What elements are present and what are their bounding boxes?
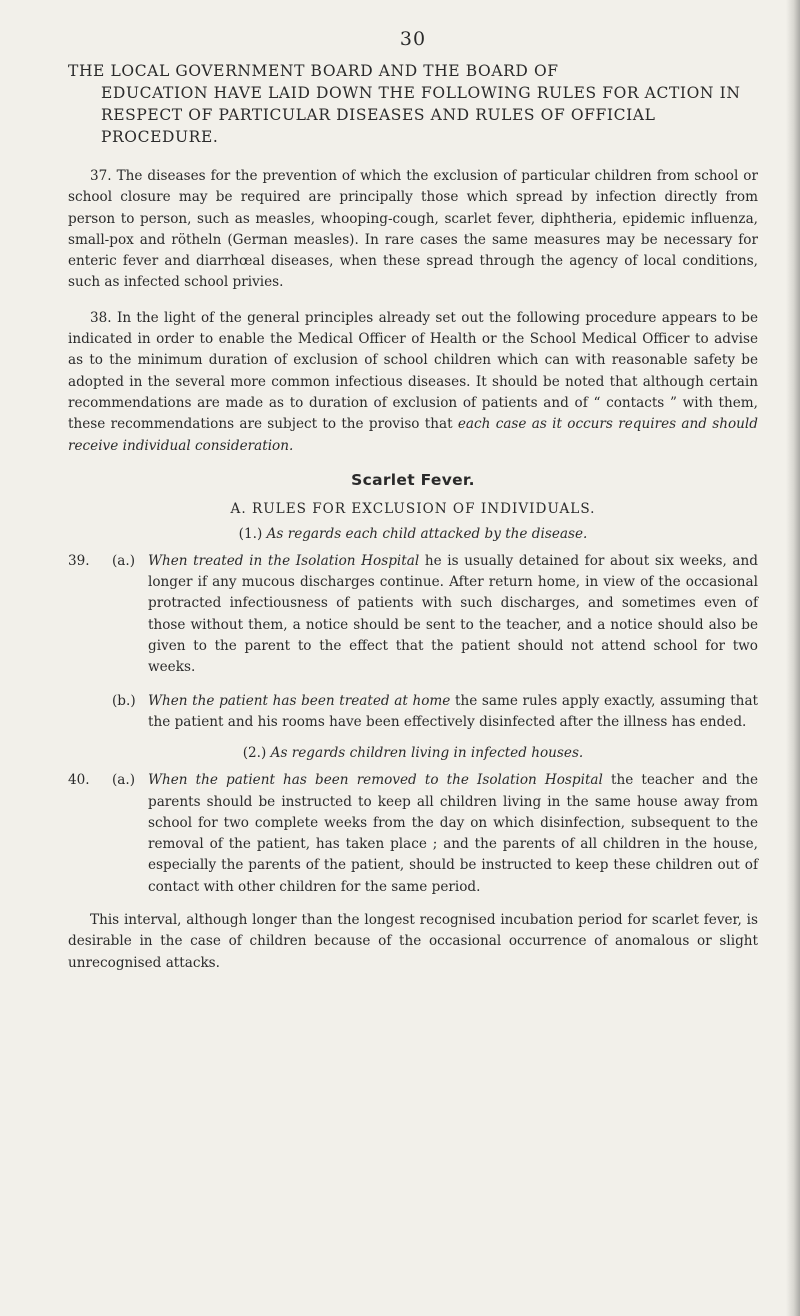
- item-39a-text: he is usually detained for about six weeks, and longer if any mucous discharges continue. After return home, in view of the occasional protracted infectiousness of patients with such discharges, and sometimes even of those without them, a notice should be sent to the teacher, and a notice should also be given to the parent to the effect that the patient should not attend school for two weeks.: [148, 552, 758, 676]
- rule-2-heading: [68, 745, 758, 761]
- rule-2-number: (2.): [242, 745, 267, 762]
- item-40a-label: (a.): [112, 772, 136, 789]
- paragraph-38-emphasis: each case as it occurs requires and should receive individual consideration.: [68, 416, 758, 454]
- rule-1-text: As regards each child attacked by the disease.: [266, 525, 588, 542]
- closing-paragraph: This interval, although longer than the longest recognised incubation period for scarlet fever, is desirable in the case of children because of the occasional occurrence of anomalous or slight unrecognised attacks.: [68, 912, 758, 971]
- item-40-number: 40.: [68, 772, 90, 789]
- item-39b-label: (b.): [112, 692, 136, 709]
- item-39b: [68, 691, 758, 734]
- item-39b-emphasis: When the patient has been treated at home: [148, 692, 451, 709]
- paragraph-38-text: 38. In the light of the general principles already set out the following procedure appears to be indicated in order to enable the Medical Officer of Health or the School Medical Officer to advise as to the minimum duration of exclusion of school children which can with reasonable safety be adopted in the several more common infectious diseases. It should be noted that although certain recommendations are made as to duration of exclusion of patients and of “ contacts ” with them, these recommendations are subject to the proviso that: [68, 309, 758, 433]
- document-page: [68, 28, 758, 988]
- item-39a: [68, 551, 758, 679]
- rule-1-heading: [68, 526, 758, 542]
- section-title-scarlet-fever: Scarlet Fever.: [351, 470, 475, 489]
- item-40a-emphasis: When the patient has been removed to the Isolation Hospital: [148, 772, 603, 789]
- item-39a-label: (a.): [112, 552, 136, 569]
- item-40a: [68, 770, 758, 898]
- page-edge-shadow: [786, 0, 800, 1316]
- paragraph-38: [68, 308, 758, 457]
- page-number: 30: [399, 28, 427, 50]
- rule-1-number: (1.): [238, 525, 263, 542]
- page-heading: [68, 60, 758, 148]
- heading-line-rest: EDUCATION HAVE LAID DOWN THE FOLLOWING RULES FOR ACTION IN RESPECT OF PARTICULAR DISEASES AND RULES OF OFFICIAL PROCEDURE.: [101, 84, 741, 146]
- subsection-rules-exclusion: A. RULES FOR EXCLUSION OF INDIVIDUALS.: [230, 500, 596, 517]
- paragraph-37: 37. The diseases for the prevention of which the exclusion of particular children from school or school closure may be required are principally those which spread by infection directly from person to person, such as measles, whooping-cough, scarlet fever, diphtheria, epidemic influenza, small-pox and rötheln (German measles). In rare cases the same measures may be necessary for enteric fever and diarrhœal diseases, when these spread through the agency of local conditions, such as infected school privies.: [68, 168, 758, 291]
- heading-line-first: THE LOCAL GOVERNMENT BOARD AND THE BOARD OF: [68, 62, 559, 80]
- rule-2-text: As regards children living in infected houses.: [270, 745, 584, 762]
- item-39a-emphasis: When treated in the Isolation Hospital: [148, 552, 420, 569]
- item-39-number: 39.: [68, 552, 90, 569]
- item-39b-text: the same rules apply exactly, assuming that the patient and his rooms have been effectively disinfected after the illness has ended.: [148, 692, 759, 730]
- item-40a-text: the teacher and the parents should be instructed to keep all children living in the same house away from school for two complete weeks from the day on which disinfection, subsequent to the removal of the patient, has taken place ; and the parents of all children in the house, especially the parents of the patient, should be instructed to keep these children out of contact with other children for the same period.: [148, 772, 759, 895]
